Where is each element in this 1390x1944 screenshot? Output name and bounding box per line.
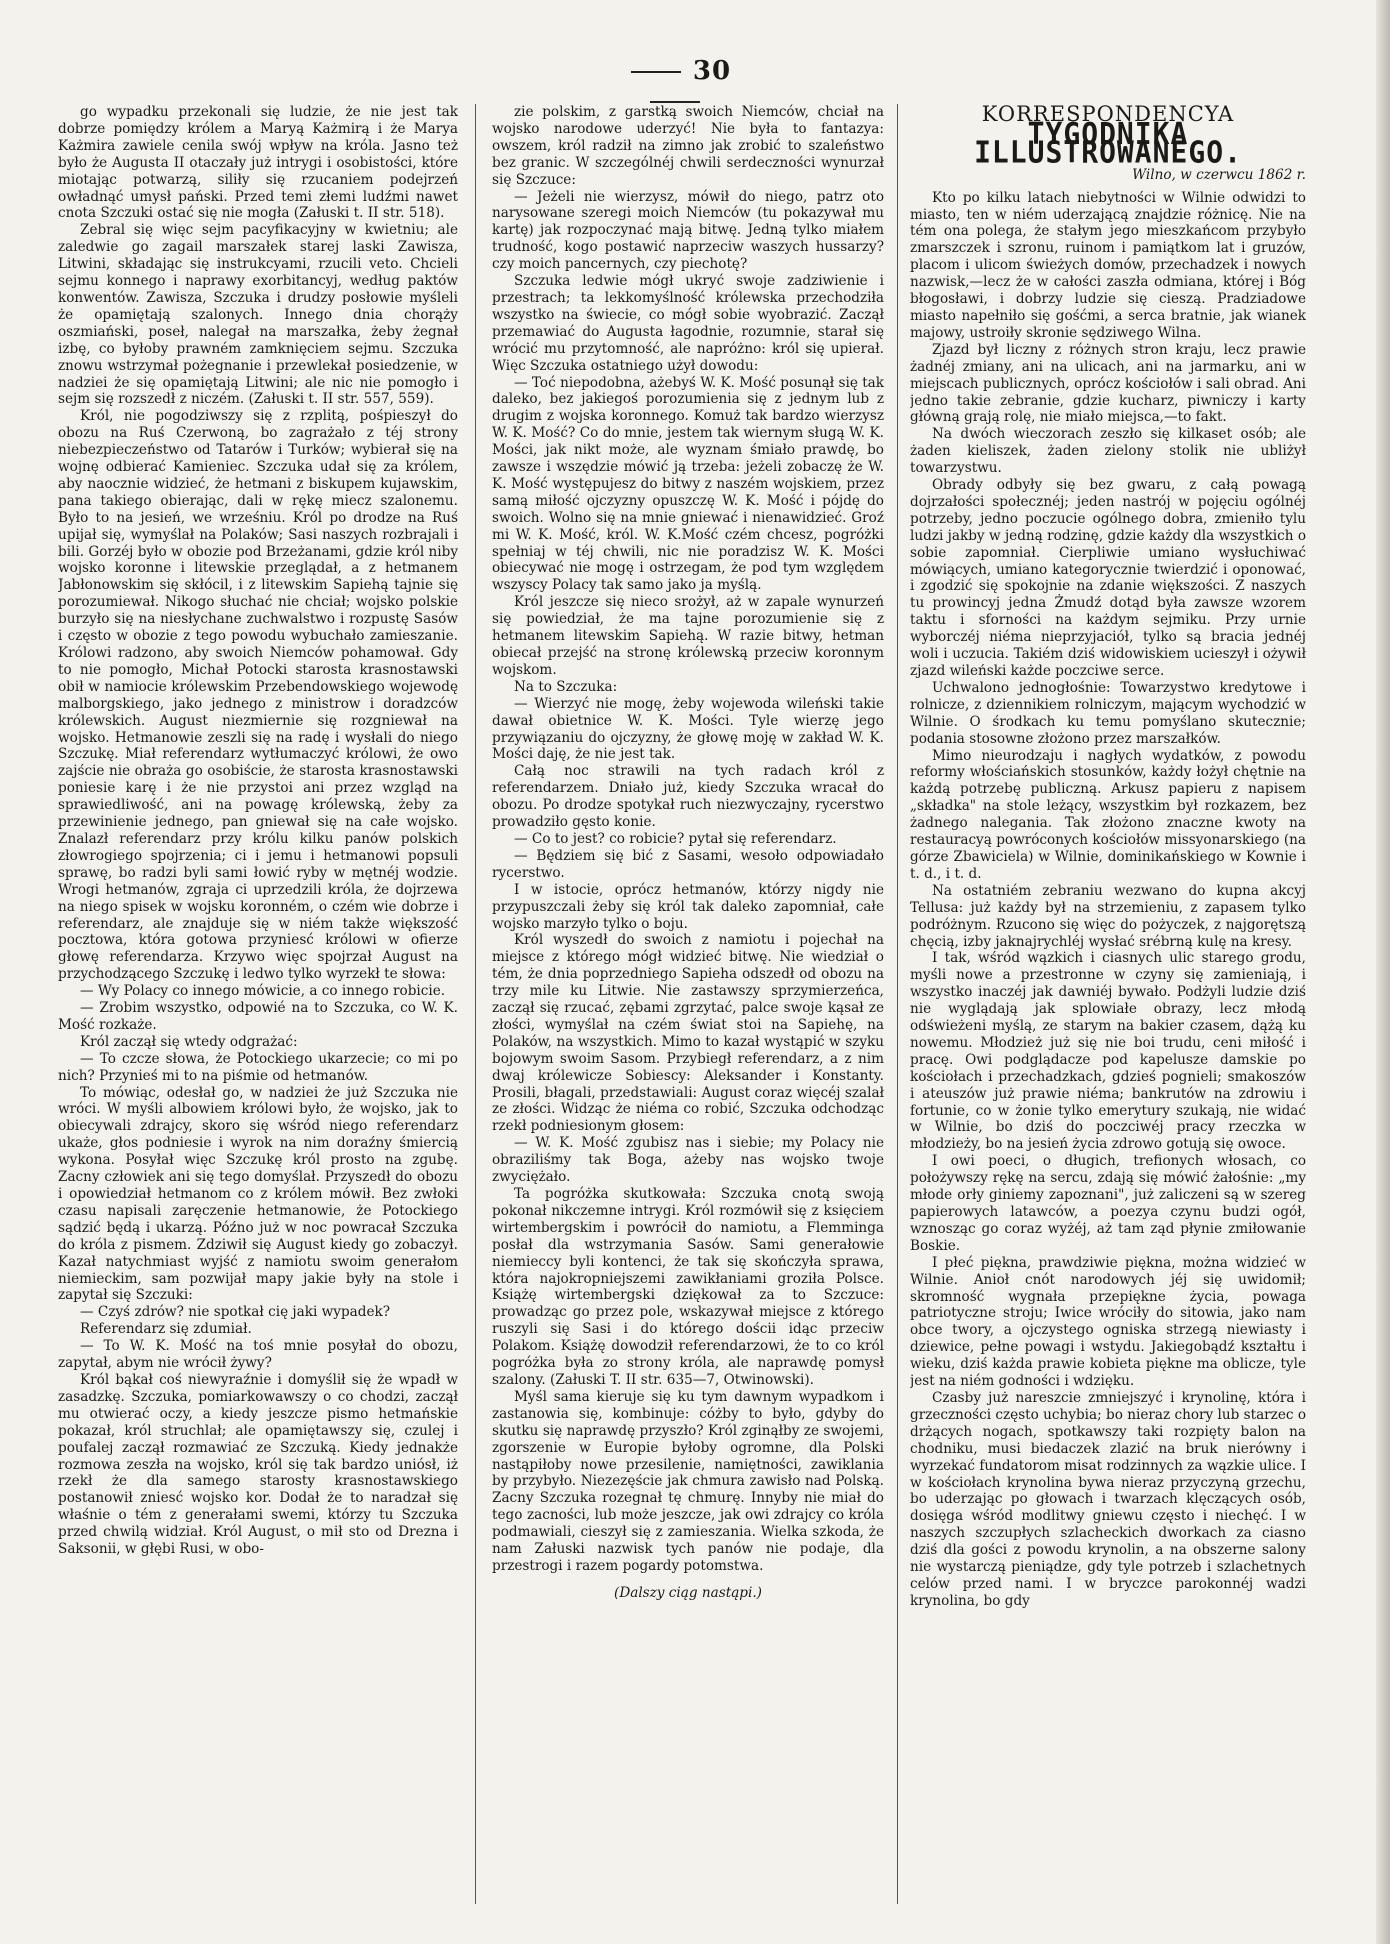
paragraph: — Czyś zdrów? nie spotkał cię jaki wypadek?: [80, 1304, 391, 1321]
paragraph: Król, nie pogodziwszy się z rzplitą, pośpieszył do obozu na Ruś Czerwoną, bo zagrażało z téj strony niebezpieczeństwo od Tatarów i Turków; wybierał się na wojnę odbierać Kamieniec. Szczuka udał się za królem, aby naocznie widzieć, że hetmani z biskupem kujawskim, pana takiego obierając, dali w rękę miecz szalonemu. Było to na jesień, we wrześniu. Król po drodze na Ruś upijał się, wymyślał na Polaków; Sasi naszych rozbrajali i bili. Gorzéj było w obozie pod Brzeżanami, gdzie król niby wojsko koronne i litewskie przeglądał, a z hetmanem Jabłonowskim się skłócil, i z litewskim Sapiehą tajnie się porozumiewał. Nikogo słuchać nie chciał; wojsko polskie burzyło się na niesłychane zuchwalstwo i rozpustę Sasów i często w obozie z tego powodu wybuchało zamieszanie. Królowi radzono, aby swoich Niemców pohamował. Gdy to nie pomogło, Michał Potocki starosta krasnostawski obił w namiocie królewskim Przebendowskiego wojewodę malborgskiego, jako jednego z ministrow i doradzców królewskich. August niezmiernie się rozgniewał na wojsko. Hetmanowie zeszli się na radę i wysłali do niego Szczukę. Miał referendarz wytłumaczyć królowi, że owo zajście nie obraża go osobiście, że starosta krasnostawski poniesie karę i że nie przystoi ani przez wzgląd na sprawiedliwość, ani na powagę królewską, żeby za przewinienie jednego, pan gniewał się na całe wojsko. Znalazł referendarz przy królu kilku panów polskich złowrogiego spojrzenia; ci i jemu i hetmanowi popsuli sprawę, bo radzi byli sami łowić ryby w mętnéj wodzie. Wrogi hetmanów, zgraja ci uprzedzili króla, że dojrzewa na niego spisek w wojsku koronném, o czém wie dobrze i referendarz, ale znajduje się w niém także większość pocztowa, która gotowa przyniesć królowi w ofierze głowę referendarza. Krzywo więc spojrzał August na przychodzącego Szczukę i ledwo tylko wyrzekł te słowa:: [58, 408, 458, 983]
paragraph: Na dwóch wieczorach zeszło się kilkaset osób; ale żaden kieliszek, żaden zielony stolik nie ubliżył towarzystwu.: [910, 426, 1306, 477]
paragraph: To mówiąc, odesłał go, w nadziei że już Szczuka nie wróci. W myśli albowiem królowi było, że wojsko, jak to obiecywali zdrajcy, skoro się wśród niego referendarz ukaże, głos podniesie i wyrok na nim doraźny śmiercią wykona. Posyłał więc Szczukę król prosto na zgubę. Zacny człowiek ani się tego domyślał. Przyszedł do obozu i opowiedział hetmanom co z królem mówił. Bez zwłoki czasu napisali zaręczenie hetmanowie, że Potockiego sądzić będą i ukarzą. Późno już w noc powracał Szczuka do króla z pismem. Zdziwił się August kiedy go zobaczył. Kazał natychmiast wyjść z namiotu swoim generałom niemieckim, sam pozwijał mapy jakie były na stole i zapytał się Szczuki:: [58, 1084, 458, 1304]
paragraph: go wypadku przekonali się ludzie, że nie jest tak dobrze pomiędzy królem a Maryą Każmirą i że Marya Każmira zawiele cenila swój wpływ na króla. Jasno też było że Augusta II otaczały już intrygi i osobistości, które miotając potwarzą, siliły się rzucaniem podejrzeń owładnąć umysł pański. Przed temi złemi ludźmi nawet cnota Szczuki ostać się nie mogła (Załuski t. II str. 518).: [58, 104, 458, 222]
paragraph: I płeć piękna, prawdziwie piękna, można widzieć w Wilnie. Anioł cnót narodowych jéj się uwidomił; skromność wygnała przepiękne życia, powaga patriotyczne stroju; Iwice wróciły do sitowia, jako nam obce twory, a ojczystego ogniska strzegą niewiasty i dziewice, pełne powagi i wstydu. Jakiegobądź kształtu i wieku, dziś każda prawie kobieta piękne ma oblicze, tyle jest na niém godności i wdzięku.: [910, 1254, 1306, 1390]
paragraph: — To W. K. Mość na toś mnie posyłał do obozu, zapytał, abym nie wrócił żywy?: [58, 1338, 458, 1372]
paragraph: Król bąkał coś niewyraźnie i domyślił się że wpadł w zasadzkę. Szczuka, pomiarkowawszy o co chodzi, zaczął mu otwierać oczy, a kiedy jeszcze pismo hetmańskie pokazał, król struchlał; ale opamiętawszy się, czulej i poufalej zaczął rozmawiać ze Szczuką. Kiedy jednakże rozmowa zeszła na wojsko, król się tak bardzo uniósł, iż rzekł że dla samego starosty krasnostawskiego postanowił zniesć wojsko kor. Dodał że to naradzał się właśnie o tém z generałami swemi, którzy tu Szczuka przed chwilą widział. Król August, o mił sto od Drezna i Saksonii, w głębi Rusi, w obo-: [58, 1371, 458, 1558]
masthead-subtitle: TYGODNIKA ILLUSTROWANEGO.: [974, 115, 1242, 170]
paragraph: Zebral się więc sejm pacyfikacyjny w kwietniu; ale zaledwie go zagail marszałek starej laski Zawisza, Litwini, składając się instrukcyami, rzucili veto. Chcieli sejmu konnego i naprawy exorbitancyj, według paktów konwentów. Zawisza, Szczuka i drudzy posłowie myśleli że opamiętają szalonych. Innego dnia chorąży oszmiański, poseł, nalegał na marszałka, żeby żegnał izbę, co byłoby prawném zamknięciem sejmu. Szczuka znowu wstrzymał pożegnanie i przewlekał posiedzenie, w nadziei że się opamiętają Litwini; ale nic nie pomogło i sejm się rozszedł z niczém. (Załuski t. II str. 557, 559).: [58, 222, 458, 408]
paragraph: I owi poeci, o długich, trefionych włosach, co położywszy rękę na sercu, zdają się mówić żałośnie: „my młode orły giniemy zapoznani", już zaliczeni są w szereg papierowych latawców, a poezya czynu budzi ogół, wznosząc go coraz wyżéj, aż tam ząd płynie zmiłowanie Boskie.: [910, 1153, 1306, 1254]
paragraph: — Jeżeli nie wierzysz, mówił do niego, patrz oto narysowane szeregi moich Niemców (tu pokazywał mu kartę) jak rozpoczynać mają bitwę. Jedną tylko miałem trudność, kogo postawić naprzeciw waszych hussarzy? czy moich pancernych, czy piechotę?: [492, 188, 884, 273]
paragraph: Całą noc strawili na tych radach król z referendarzem. Dniało już, kiedy Szczuka wracał do obozu. Po drodze spotykał ruch niezwyczajny, rycerstwo prowadziło gęsto konie.: [492, 763, 884, 831]
paragraph: — Zrobim wszystko, odpowié na to Szczuka, co W. K. Mość rozkaże.: [58, 1000, 458, 1033]
paragraph: — Toć niepodobna, ażebyś W. K. Mość posunął się tak daleko, bez jakiegoś porozumienia się z jednym lub z drugim z wojska koronnego. Komuż tak bardzo wierzysz W. K. Mość? Co do mnie, jestem tak wiernym sługą W. K. Mości, jak nikt może, ale wyznam śmiało prawdę, bo zawsze i wszędzie mówić ją trzeba: jeżeli zobaczę że W. K. Mość występujesz do bitwy z naszém wojskiem, przez samą miłość ojczyzny opuszczę W. K. Mość i pójdę do swoich. Wolno się na mnie gniewać i nienawidzieć. Groź mi W. K. Mość, król. W. K.Mość czém chcesz, pogróżki spełniaj w téj chwili, nic nie poradzisz W. K. Mości obiecywać nie mogę i ostrzegam, że pod tym względem wszyscy Polacy tak samo jako ja myślą.: [492, 374, 884, 594]
paragraph: — Co to jest? co robicie? pytał się referendarz.: [514, 830, 837, 847]
paragraph: — To czcze słowa, że Potockiego ukarzecie; co mi po nich? Przynieś mi to na piśmie od hetmanów.: [58, 1050, 458, 1084]
paragraph: Król zaczął się wtedy odgrażać:: [80, 1033, 298, 1050]
paragraph: Szczuka ledwie mógł ukryć swoje zadziwienie i przestrach; ta lekkomyślność królewska przechodziła wszystko na świecie, co mógł sobie wyobrazić. Zaczął przemawiać do Augusta łagodnie, rozumnie, starał się wrócić mu przytomność, ale napróżno: król się upierał. Więc Szczuka ostatniego użył dowodu:: [492, 273, 884, 374]
divider: [631, 71, 681, 73]
paragraph: Obrady odbyły się bez gwaru, z całą powagą dojrzałości społecznéj; jeden nastrój w pojęciu ogólnéj potrzeby, jedno poczucie ogólnego dobra, zmieniło tylu ludzi jakby w jedną rodzinę, gdzie każdy dla wszystkich o sobie zapomniał. Cierpliwie umiano wysłuchiwać mówiących, umiano kategorycznie twierdzić i oponować, i zgodzić się spokojnie na zdanie większości. Z naszych tu prowincyj jedna Żmudź dotąd była zawsze wzorem taktu i sforności na każdym sejmiku. Przy urnie wyborczéj niéma nieprzyjaciół, tylko są bracia jednéj woli i uczucia. Takiém dziś widowiskiem ucieszył i ożywił zjazd wileński każde poczciwe serce.: [910, 477, 1306, 679]
paragraph: Ta pogróżka skutkowała: Szczuka cnotą swoją pokonał nikczemne intrygi. Król rozmówił się z księciem wirtembergskim i powrócił do namiotu, a Flemminga posłał dla wstrzymania Sasów. Sami generałowie niemieccy byli kontenci, że tak się skończyła sprawa, która najokropniejszemi zawikłaniami groziła Polsce. Książę wirtembergski dziękował za to Szczuce: prowadząc go przez pole, wskazywał miejsce z którego ruszyli się Sasi i do którego dościi idąc przeciw Polakom. Książę dowodził referendarzowi, że to co król pogróżka była zo strony króla, ale naprawdę pomysł szalony. (Załuski T. II str. 635—7, Otwinowski).: [492, 1186, 884, 1388]
column-divider: [897, 104, 898, 1904]
paragraph: Referendarz się zdumiał.: [80, 1321, 252, 1338]
section-title: KORRESPONDENCYA: [981, 104, 1235, 126]
paragraph: — Wy Polacy co innego mówicie, a co innego robicie.: [80, 983, 446, 1000]
paragraph: I tak, wśród wązkich i ciasnych ulic starego grodu, myśli nowe a przestronne w czyny się zamieniają, i wszystko inaczéj jak dawniéj bywało. Podżyli ludzie dziś nie wyglądają jak splowiałe obrazy, lecz młodą odświeżeni myślą, ze starym na bakier czasem, dążą ku nowemu. Młodzież już się nie boi trudu, ceni miłość i pracę. Owi podglądacze pod kapelusze damskie po kościołach i przechadzkach, gdzieś pognieli; smakoszów i ateuszów już prawie niéma; bankrutów na zdrowiu i fortunie, co w żonie tylko emerytury szukają, nie widać w Wilnie, bo dziś do poczciwéj pracy rzeczka w młodzieży, bo na jesień życia zdrowo gotują się owoce.: [910, 950, 1306, 1153]
paragraph: Mimo nieurodzaju i nagłych wydatków, z powodu reformy włościańskich stosunków, każdy łożył chętnie na każdą potrzebę publiczną. Arkusz papieru z napisem „składka" na stole leżący, wszystkim był rozkazem, bez żadnego nalegania. Tak złożono znaczne kwoty na restauracyą powróconych kościołów missyonarskiego (na górze Zbawiciela) w Wilnie, dominikańskiego w Kownie i t. d., i t. d.: [910, 747, 1306, 882]
paragraph: — Wierzyć nie mogę, żeby wojewoda wileński takie dawał obietnice W. K. Mości. Tyle wierzę jego przywiązaniu do ojczyzny, że głowę moję w zakład W. K. Mości daję, że nie jest tak.: [492, 695, 884, 763]
paragraph: Kto po kilku latach niebytności w Wilnie odwidzi to miasto, ten w niém uderzającą znajdzie różnicę. Nie na tém ona polega, że stałym jego mieszkańcom przybyło zmarszczek i szronu, ruinom i pamiątkom lat i gruzów, placom i ulicom świeżych domów, przechadzek i nowych nazwisk,—lecz że w całości zaszła odmiana, której i Bóg błogosławi, i dobrzy ludzie się cieszą. Pradziadowe miasto napełniło się gośćmi, a serca bratnie, jak wianek majowy, ustroiły skronie sędziwego Wilna.: [910, 189, 1306, 341]
paragraph: Na to Szczuka:: [514, 678, 618, 695]
paragraph: — Będziem się bić z Sasami, wesoło odpowiadało rycerstwo.: [492, 847, 884, 881]
paragraph: — W. K. Mość zgubisz nas i siebie; my Polacy nie obraziliśmy tak Boga, ażeby nas wojsko twoje zwyciężało.: [492, 1135, 884, 1186]
page-number-text: 30: [692, 56, 732, 86]
paragraph: Uchwalono jednogłośnie: Towarzystwo kredytowe i rolnicze, z dziennikiem rolniczym, mającym wychodzić w Wilnie. O środkach ku temu pomyślano skutecznie; podania stosowne złożono przez marszałków.: [910, 679, 1306, 747]
column-divider: [475, 104, 476, 1904]
paragraph: Zjazd był liczny z różnych stron kraju, lecz prawie żadnéj zmiany, ani na ulicach, ani na jarmarku, ani w miejscach publicznych, oprócz kościołów i sali obrad. Ani jedno takie zebranie, gdzie kucharz, piwniczy i karty główną grają rolę, nie miało miejsca,—to fakt.: [910, 341, 1306, 426]
paragraph: Czasby już nareszcie zmniejszyć i krynolinę, która i grzeczności często uchybia; bo nieraz chory lub starzec o drżących nogach, spotkawszy taki rozpięty balon na chodniku, musi biedaczek zlazić na bruk nierówny i wyrzekać fundatorom misat rodzinnych za wązkie ulice. I w kościołach krynolina bywa nieraz przyczyną grzechu, bo uderzając po głowach i twarzach klęczących osób, dosięga wśród modlitwy gniewu często i niechęć. I w naszych szczupłych szlacheckich dworkach za ciasno dziś dla gości z powodu krynolin, a na obszerne salony nie wystarczą pieniądze, gdy tyle potrzeb i szlachetnych celów przed nami. I w bryczce parokonnéj wadzi krynolina, bo gdy: [910, 1389, 1306, 1609]
paragraph: Król wyszedł do swoich z namiotu i pojechał na miejsce z którego mógł widzieć bitwę. Nie wiedział o tém, że dnia poprzedniego Sapieha odszedł od obozu na trzy mile ku Litwie. Nie zastawszy sprzymierzeńca, zaczął się rzucać, zębami zgrzytać, palce swoje kąsał ze złości, wymyślał na czém świat stoi na Sapiehę, na Polaków, na wszystkich. Mimo to kazał wystąpić w szyku bojowym swoim Sasom. Przybiegł referendarz, a z nim dwaj królewicze Sobiescy: Aleksander i Konstanty. Prosili, błagali, przedstawiali: August coraz więcéj szalał ze złości. Widząc że niéma co robić, Szczuka odchodząc rzekł podniesionym głosem:: [492, 932, 884, 1135]
dateline: Wilno, w czerwcu 1862 r.: [1132, 166, 1306, 183]
continuation-note: (Dalszy ciąg nastąpi.): [614, 1584, 762, 1601]
divider: [650, 101, 700, 103]
paragraph: I w istocie, oprócz hetmanów, którzy nigdy nie przypuszczali żeby się król tak daleko zapomniał, całe wojsko marzyło tylko o boju.: [492, 881, 884, 932]
paragraph: Na ostatniém zebraniu wezwano do kupna akcyj Tellusa: już każdy był na strzemieniu, z zapasem tylko podróżnym. Rzucono się więc do pożyczek, z najgorętszą chęcią, izby jaknajrychléj wysłać srébrną kulę na kresy.: [910, 882, 1306, 950]
paragraph: zie polskim, z garstką swoich Niemców, chciał na wojsko narodowe uderzyć! Nie była to fantazya: owszem, król radził na zimno jak zrobić to szaleństwo bez granic. W szczególnéj chwili serdeczności wynurzał się Szczuce:: [492, 104, 884, 188]
article-column-2: [492, 104, 884, 1924]
article-column-1: [58, 104, 458, 1924]
correspondence-column: [910, 104, 1306, 1924]
paragraph: Król jeszcze się nieco srożył, aż w zapale wynurzeń się powiedział, że ma tajne porozumienie się z hetmanem litewskim Sapiehą. W razie bitwy, hetman obiecał przejść na stronę królewską przeciw koronnym wojskom.: [492, 594, 884, 678]
page-edge: [1376, 0, 1390, 1944]
paragraph: Myśl sama kieruje się ku tym dawnym wypadkom i zastanowia się, kombinuje: cóżby to było, gdyby do skutku się naprawdę przyszło? Król zginąłby ze swojemi, zgorszenie w Europie byłoby ogromne, dla Polski nastąpiłoby nowe przesilenie, namiętności, zawiklania by przybyło. Niezezęście jak chmura zawisło nad Polską. Zacny Szczuka rozegnał tę chmurę. Innyby nie miał do tego zacności, lub może jeszcze, jak owi zdrajcy co króla podmawiali, cieszył się z zamieszania. Wielka szkoda, że nam Załuski nazwisk tych panów nie podaje, dla przestrogi i razem pogardy potomstwa.: [492, 1388, 884, 1574]
